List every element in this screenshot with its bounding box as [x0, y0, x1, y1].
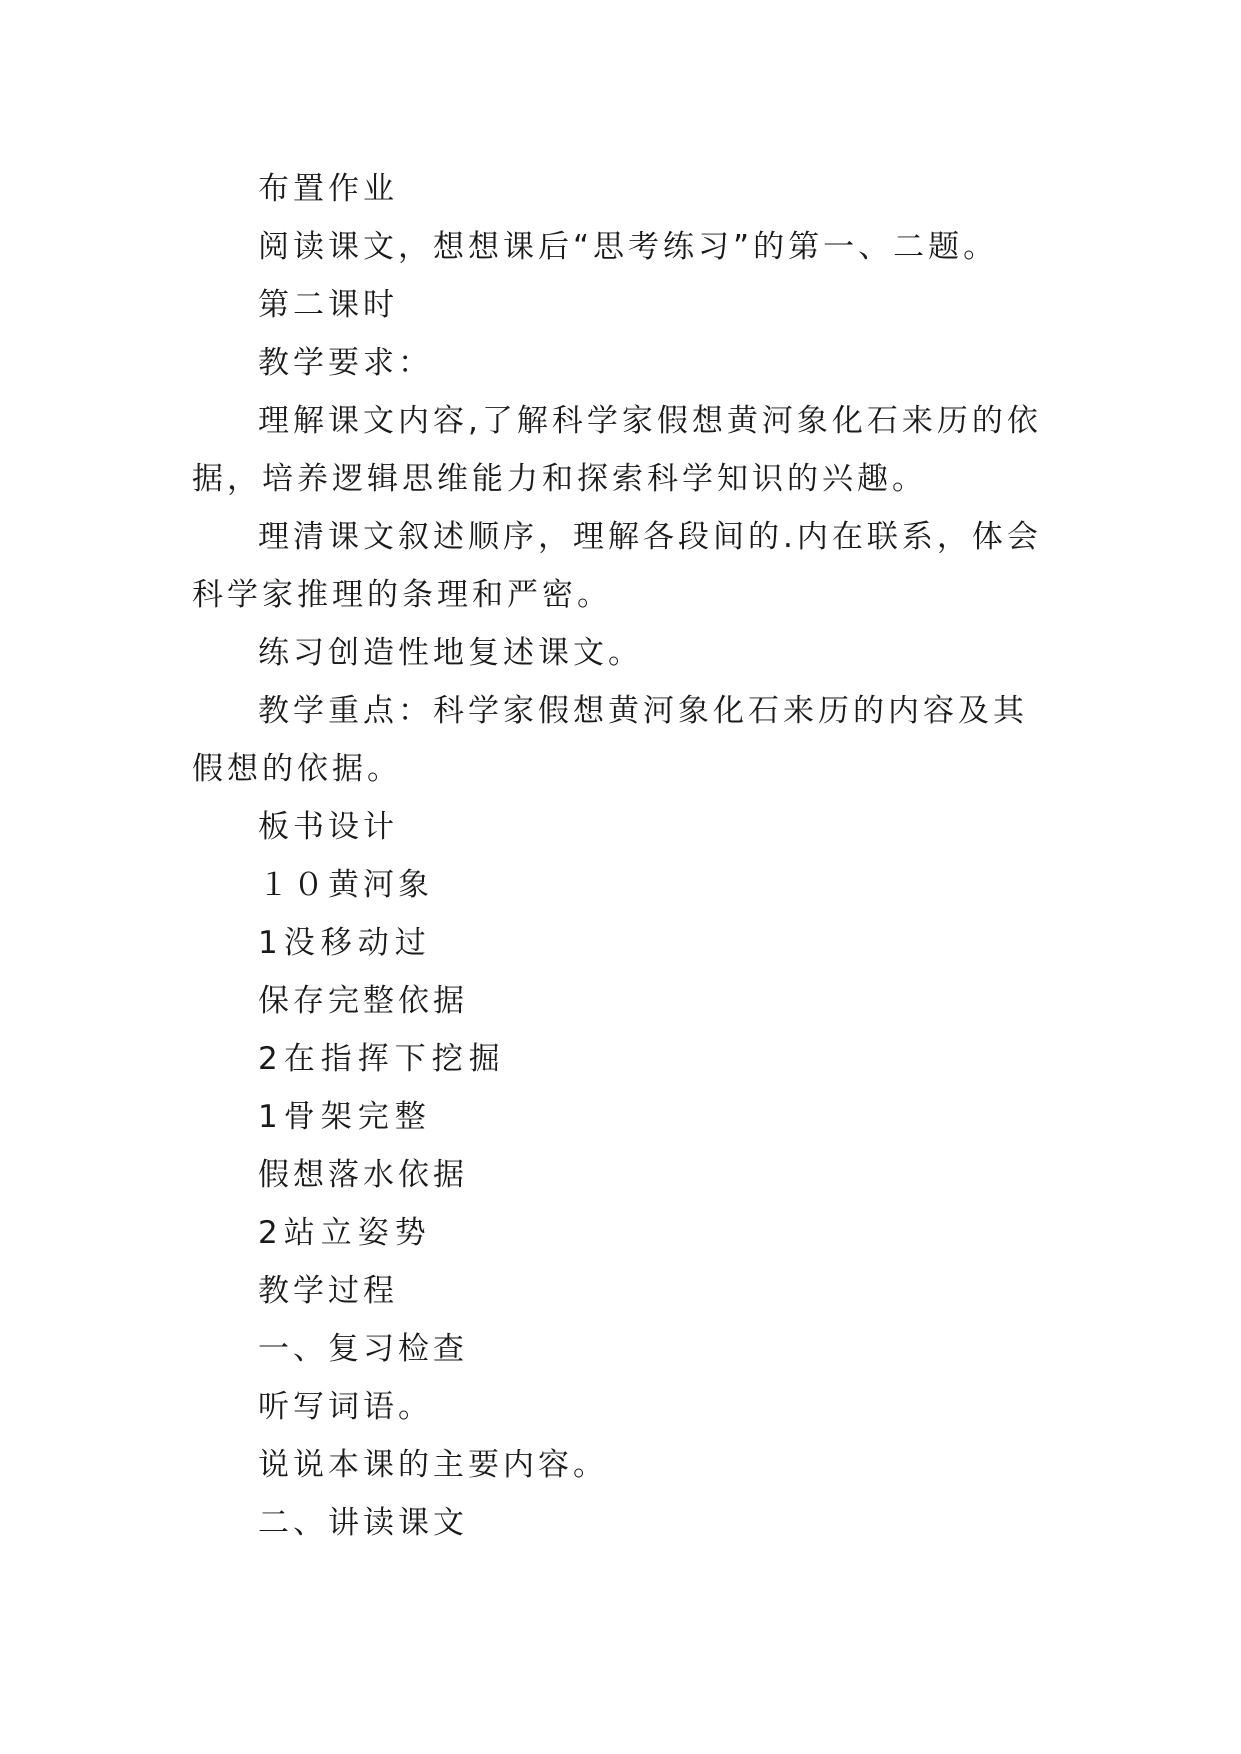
paragraph: 教学要求： [258, 345, 433, 381]
paragraph: 2站立姿势 [258, 1215, 432, 1251]
paragraph: 1没移动过 [258, 925, 432, 961]
paragraph: 阅读课文，想想课后“思考练习”的第一、二题。 [258, 229, 999, 265]
paragraph: 2在指挥下挖掘 [258, 1041, 506, 1077]
paragraph: 保存完整依据 [258, 983, 468, 1019]
paragraph: 练习创造性地复述课文。 [258, 635, 643, 671]
paragraph: 理解课文内容,了解科学家假想黄河象化石来历的依据，培养逻辑思维能力和探索科学知识的兴趣。 [192, 403, 1042, 497]
paragraph: 教学重点：科学家假想黄河象化石来历的内容及其假想的依据。 [192, 693, 1028, 787]
paragraph: 听写词语。 [258, 1389, 433, 1425]
paragraph: 教学过程 [258, 1273, 398, 1309]
paragraph: 理清课文叙述顺序，理解各段间的.内在联系，体会科学家推理的条理和严密。 [192, 519, 1042, 613]
paragraph: 假想落水依据 [258, 1157, 468, 1193]
paragraph: 第二课时 [258, 287, 398, 323]
paragraph: 一、复习检查 [258, 1331, 468, 1367]
paragraph: 布置作业 [258, 171, 398, 207]
paragraph: 1骨架完整 [258, 1099, 432, 1135]
document-body [192, 160, 1060, 1552]
paragraph: １０黄河象 [258, 867, 433, 903]
paragraph: 说说本课的主要内容。 [258, 1447, 608, 1483]
paragraph: 二、讲读课文 [258, 1505, 468, 1541]
paragraph: 板书设计 [258, 809, 398, 845]
